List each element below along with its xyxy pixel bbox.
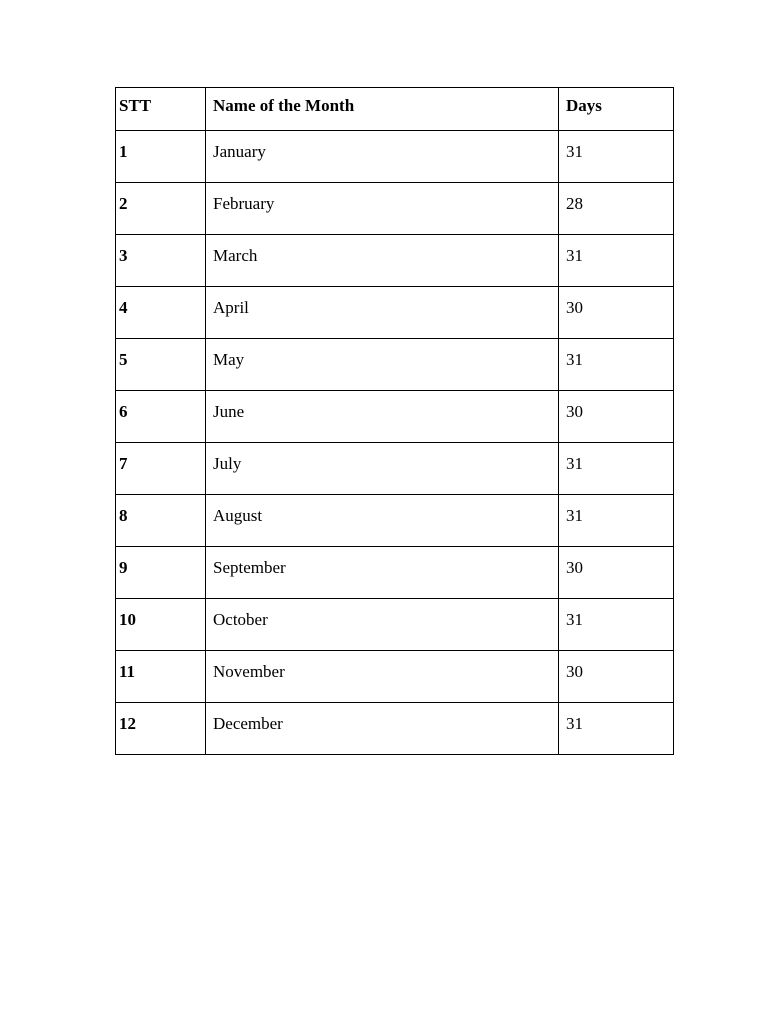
- table-row: [116, 391, 674, 443]
- cell-stt: 11: [116, 651, 206, 703]
- table-header: [116, 88, 674, 131]
- cell-stt: 3: [116, 235, 206, 287]
- cell-month: March: [206, 235, 559, 287]
- cell-month: November: [206, 651, 559, 703]
- header-days: Days: [559, 88, 674, 131]
- table-row: [116, 183, 674, 235]
- cell-days: 31: [559, 235, 674, 287]
- cell-days: 30: [559, 391, 674, 443]
- cell-month: October: [206, 599, 559, 651]
- cell-month: April: [206, 287, 559, 339]
- cell-stt: 6: [116, 391, 206, 443]
- cell-days: 31: [559, 131, 674, 183]
- cell-days: 31: [559, 443, 674, 495]
- months-table: [115, 87, 674, 755]
- cell-days: 30: [559, 547, 674, 599]
- table-row: [116, 495, 674, 547]
- cell-stt: 9: [116, 547, 206, 599]
- cell-stt: 4: [116, 287, 206, 339]
- cell-month: January: [206, 131, 559, 183]
- table-row: [116, 547, 674, 599]
- cell-month: May: [206, 339, 559, 391]
- table-row: [116, 443, 674, 495]
- table-row: [116, 599, 674, 651]
- cell-days: 28: [559, 183, 674, 235]
- cell-stt: 2: [116, 183, 206, 235]
- cell-stt: 8: [116, 495, 206, 547]
- cell-month: December: [206, 703, 559, 755]
- cell-days: 30: [559, 651, 674, 703]
- table-row: [116, 287, 674, 339]
- table-row: [116, 703, 674, 755]
- cell-days: 31: [559, 703, 674, 755]
- cell-month: July: [206, 443, 559, 495]
- header-row: [116, 88, 674, 131]
- cell-days: 31: [559, 599, 674, 651]
- table-body: [116, 131, 674, 755]
- cell-stt: 5: [116, 339, 206, 391]
- cell-month: August: [206, 495, 559, 547]
- table-row: [116, 131, 674, 183]
- cell-month: February: [206, 183, 559, 235]
- table-row: [116, 651, 674, 703]
- cell-stt: 7: [116, 443, 206, 495]
- cell-days: 30: [559, 287, 674, 339]
- cell-stt: 1: [116, 131, 206, 183]
- cell-stt: 10: [116, 599, 206, 651]
- cell-month: September: [206, 547, 559, 599]
- cell-days: 31: [559, 339, 674, 391]
- header-stt: STT: [116, 88, 206, 131]
- table-row: [116, 235, 674, 287]
- cell-stt: 12: [116, 703, 206, 755]
- header-month-name: Name of the Month: [206, 88, 559, 131]
- cell-month: June: [206, 391, 559, 443]
- table-row: [116, 339, 674, 391]
- cell-days: 31: [559, 495, 674, 547]
